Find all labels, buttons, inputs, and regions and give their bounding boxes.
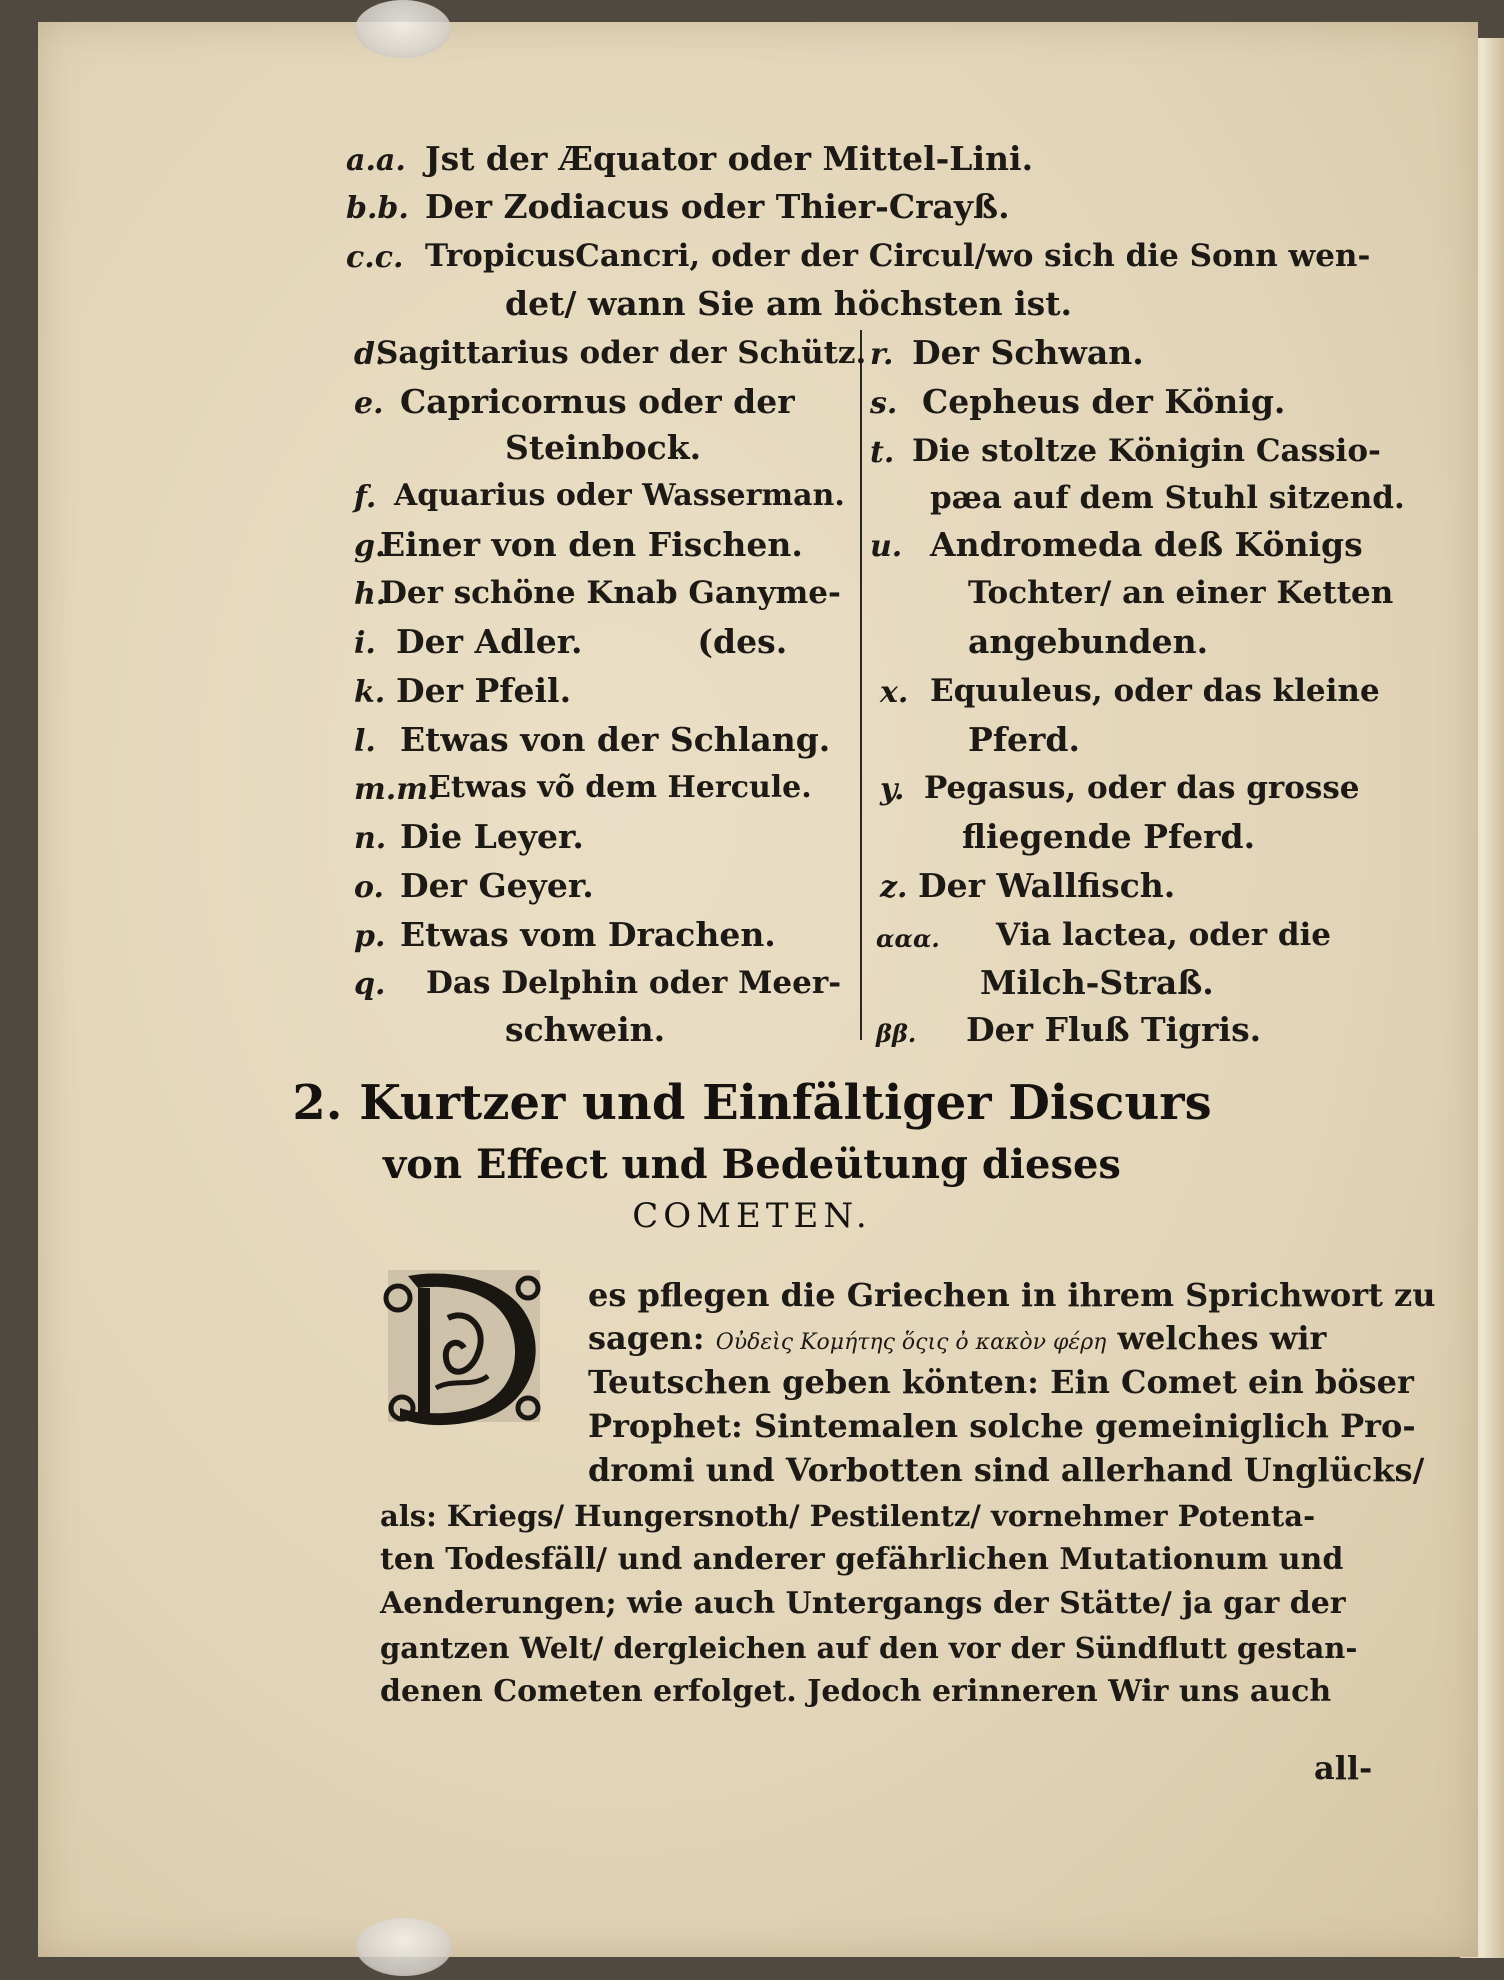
legend-text: Capricornus oder der (400, 382, 795, 421)
legend-key: r. (870, 337, 894, 372)
legend-text: Tochter/ an einer Ketten (968, 575, 1394, 611)
legend-key: k. (354, 675, 386, 710)
legend-text: Milch-Straß. (980, 963, 1214, 1002)
body-line: denen Cometen erfolget. Jedoch erinneren Wir uns auch (380, 1674, 1332, 1709)
legend-key: u. (870, 529, 903, 564)
legend-key: b.b. (346, 191, 409, 226)
body-line: dromi und Vorbotten sind allerhand Unglücks/ (588, 1451, 1425, 1489)
legend-key: c.c. (346, 240, 404, 275)
greek-quotation: Οὐδεὶς Κομήτης ὅςις ὀ κακὸν φέρη (715, 1330, 1107, 1355)
legend-key: f. (354, 480, 377, 515)
legend-key: z. (880, 870, 908, 905)
legend-key: e. (354, 386, 384, 421)
page-clip-bottom (356, 1918, 452, 1976)
body-line: Aenderungen; wie auch Untergangs der Stätte/ ja gar der (380, 1586, 1346, 1621)
legend-text: Der Wallfisch. (918, 866, 1176, 905)
legend-text: Via lactea, oder die (996, 917, 1331, 953)
ornamental-initial-d-icon (378, 1258, 550, 1434)
legend-text: Cepheus der König. (922, 382, 1286, 421)
legend-text: Sagittarius oder der Schütz. (376, 335, 867, 371)
legend-key: q. (354, 967, 386, 1002)
legend-text: det/ wann Sie am höchsten ist. (505, 284, 1072, 323)
column-divider (860, 330, 862, 1040)
legend-text: Etwas võ dem Hercule. (428, 770, 812, 805)
legend-text: angebunden. (968, 622, 1209, 661)
legend-text: Der Zodiacus oder Thier-Crayß. (425, 187, 1010, 226)
legend-key: l. (354, 724, 376, 759)
body-line (588, 1318, 1326, 1363)
legend-text: Der schöne Knab Ganyme- (380, 575, 841, 611)
legend-text: Etwas vom Drachen. (400, 915, 776, 954)
legend-key: ααα. (876, 924, 940, 953)
body-line: gantzen Welt/ dergleichen auf den vor der Sündflutt gestan- (380, 1631, 1358, 1665)
legend-key: o. (354, 870, 384, 905)
body-text: welches wir (1117, 1319, 1327, 1357)
legend-text: Einer von den Fischen. (380, 525, 803, 564)
body-line: ten Todesfäll/ und anderer gefährlichen Mutationum und (380, 1542, 1344, 1577)
legend-text: Die Leyer. (400, 817, 584, 856)
legend-key: i. (354, 626, 376, 661)
legend-text: Der Fluß Tigris. (966, 1010, 1262, 1049)
legend-text: Andromeda deß Königs (930, 525, 1363, 564)
legend-text: TropicusCancri, oder der Circul/wo sich die Sonn wen- (425, 238, 1371, 274)
page-clip-top (355, 0, 451, 58)
body-line: Teutschen geben könten: Ein Comet ein böser (588, 1363, 1414, 1401)
body-line: es pflegen die Griechen in ihrem Sprichwort zu (588, 1276, 1436, 1314)
legend-text: Das Delphin oder Meer- (426, 965, 842, 1001)
body-line: Prophet: Sintemalen solche gemeiniglich Pro- (588, 1407, 1416, 1445)
legend-key: x. (880, 675, 909, 710)
legend-key: y. (880, 772, 905, 807)
body-line: als: Kriegs/ Hungersnoth/ Pestilentz/ vornehmer Potenta- (380, 1499, 1316, 1533)
legend-text: Etwas von der Schlang. (400, 720, 831, 759)
legend-key: ββ. (876, 1019, 917, 1048)
legend-text: Der Geyer. (400, 866, 594, 905)
legend-key: m.m. (354, 772, 439, 807)
legend-text: Jst der Æquator oder Mittel-Lini. (425, 139, 1034, 178)
legend-text: Der Schwan. (912, 333, 1144, 372)
legend-key: n. (354, 821, 387, 856)
legend-text: Der Adler. (des. (396, 622, 788, 661)
legend-key: h. (354, 577, 387, 612)
legend-key: s. (870, 386, 898, 421)
legend-text: pæa auf dem Stuhl sitzend. (930, 480, 1405, 516)
body-text: sagen: (588, 1319, 705, 1357)
legend-text: Pegasus, oder das grosse (924, 770, 1360, 806)
legend-text: Die stoltze Königin Cassio- (912, 433, 1381, 469)
legend-text: schwein. (505, 1010, 666, 1049)
legend-text: fliegende Pferd. (962, 817, 1256, 856)
legend-key: g. (354, 529, 386, 564)
legend-text: Steinbock. (505, 428, 702, 467)
catchword: all- (1314, 1749, 1373, 1787)
legend-text: Equuleus, oder das kleine (930, 673, 1380, 709)
legend-key: p. (354, 919, 386, 954)
section-subheading-caps: COMETEN. (632, 1196, 872, 1236)
legend-key: t. (870, 435, 895, 470)
section-subheading: von Effect und Bedeütung dieses (383, 1141, 1121, 1188)
legend-text: Aquarius oder Wasserman. (394, 478, 845, 513)
legend-text: Der Pfeil. (396, 671, 572, 710)
legend-key: d. (354, 337, 386, 372)
legend-key: a.a. (346, 143, 406, 178)
section-heading: 2. Kurtzer und Einfältiger Discurs (292, 1075, 1212, 1131)
legend-text: Pferd. (968, 720, 1080, 759)
